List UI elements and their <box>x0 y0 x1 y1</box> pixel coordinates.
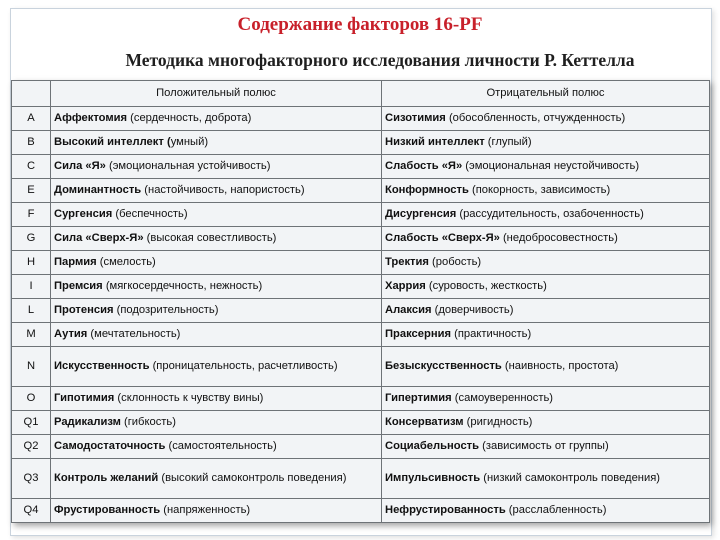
positive-pole-description: (смелость) <box>96 256 156 268</box>
factor-code-text: A <box>27 112 35 124</box>
negative-pole-cell <box>382 131 710 155</box>
positive-pole-description: (проницательность, расчетливость) <box>149 360 338 372</box>
negative-pole-cell <box>382 435 710 459</box>
factors-table <box>11 80 710 523</box>
positive-pole-name: Радикализм <box>54 416 121 428</box>
negative-pole-description: (суровость, жесткость) <box>425 280 547 292</box>
negative-pole-name: Дисургенсия <box>385 208 457 220</box>
negative-pole-cell <box>382 251 710 275</box>
positive-pole-name: Сургенсия <box>54 208 113 220</box>
negative-pole-name: Праксерния <box>385 328 451 340</box>
negative-pole-name: Импульсивность <box>385 472 481 484</box>
factor-code-text: C <box>26 160 36 172</box>
positive-pole-cell <box>51 347 382 387</box>
factor-code-text: Q1 <box>23 416 39 428</box>
factors-table-container <box>11 80 709 523</box>
positive-pole-cell <box>51 251 382 275</box>
factor-code-text: G <box>26 232 36 244</box>
positive-pole-name: Аффектомия <box>54 112 128 124</box>
factor-code <box>12 131 51 155</box>
positive-pole-name: Пармия <box>54 256 97 268</box>
positive-pole-name: Гипотимия <box>54 392 115 404</box>
table-row <box>12 107 710 131</box>
negative-pole-cell <box>382 347 710 387</box>
table-row <box>12 275 710 299</box>
factor-code <box>12 179 51 203</box>
factor-code <box>12 203 51 227</box>
positive-pole-cell <box>51 275 382 299</box>
table-row <box>12 227 710 251</box>
positive-pole-description: (беспечность) <box>112 208 188 220</box>
positive-pole-name: Премсия <box>54 280 103 292</box>
negative-pole-cell <box>382 299 710 323</box>
negative-pole-name: Конформность <box>385 184 469 196</box>
header-negative-pole: Отрицательный полюс <box>382 81 710 107</box>
negative-pole-name: Сизотимия <box>385 112 446 124</box>
positive-pole-name: Высокий интеллект ( <box>54 136 171 148</box>
positive-pole-cell <box>51 155 382 179</box>
factor-code-text: I <box>29 280 33 292</box>
positive-pole-cell <box>51 387 382 411</box>
positive-pole-name: Аутия <box>54 328 88 340</box>
negative-pole-description: (обособленность, отчужденность) <box>445 112 626 124</box>
factor-code-text: E <box>27 184 35 196</box>
factor-code-text: M <box>26 328 36 340</box>
negative-pole-description: (рассудительность, озабоченность) <box>456 208 644 220</box>
negative-pole-name: Социабельность <box>385 440 480 452</box>
negative-pole-description: (покорность, зависимость) <box>468 184 611 196</box>
negative-pole-cell <box>382 227 710 251</box>
positive-pole-cell <box>51 323 382 347</box>
table-row <box>12 155 710 179</box>
negative-pole-description: (ригидность) <box>463 416 533 428</box>
negative-pole-description: (расслабленность) <box>505 504 607 516</box>
negative-pole-cell <box>382 411 710 435</box>
negative-pole-cell <box>382 203 710 227</box>
positive-pole-cell <box>51 179 382 203</box>
factor-code <box>12 155 51 179</box>
table-row <box>12 251 710 275</box>
table-header-row <box>12 81 710 107</box>
positive-pole-description: (мечтательность) <box>87 328 181 340</box>
positive-pole-name: Контроль желаний <box>54 472 159 484</box>
factor-code <box>12 499 51 523</box>
positive-pole-description: (самостоятельность) <box>165 440 277 452</box>
factor-code-text: B <box>27 136 35 148</box>
table-row <box>12 347 710 387</box>
table-row <box>12 203 710 227</box>
positive-pole-description: (сердечность, доброта) <box>127 112 252 124</box>
negative-pole-name: Консерватизм <box>385 416 464 428</box>
table-row <box>12 179 710 203</box>
positive-pole-name: Сила «Сверх-Я» <box>54 232 144 244</box>
positive-pole-description: умный) <box>170 136 209 148</box>
negative-pole-description: (доверчивость) <box>431 304 514 316</box>
positive-pole-cell <box>51 227 382 251</box>
factor-code <box>12 435 51 459</box>
negative-pole-name: Нефрустированность <box>385 504 506 516</box>
negative-pole-cell <box>382 387 710 411</box>
positive-pole-description: (подозрительность) <box>113 304 219 316</box>
negative-pole-description: (недобросовестность) <box>499 232 618 244</box>
positive-pole-cell <box>51 299 382 323</box>
positive-pole-description: (высокий самоконтроль поведения) <box>158 472 347 484</box>
factor-code-text: Q4 <box>23 504 39 516</box>
factor-code-text: L <box>27 304 35 316</box>
negative-pole-name: Слабость «Сверх-Я» <box>385 232 500 244</box>
table-row <box>12 411 710 435</box>
factor-code <box>12 459 51 499</box>
positive-pole-cell <box>51 459 382 499</box>
slide-subtitle: Методика многофакторного исследования личности Р. Кеттелла <box>125 50 635 70</box>
negative-pole-description: (низкий самоконтроль поведения) <box>480 472 661 484</box>
table-row <box>12 387 710 411</box>
negative-pole-name: Тректия <box>385 256 429 268</box>
factor-code <box>12 299 51 323</box>
positive-pole-name: Самодостаточность <box>54 440 166 452</box>
factor-code-text: H <box>26 256 36 268</box>
negative-pole-cell <box>382 323 710 347</box>
positive-pole-cell <box>51 203 382 227</box>
factor-code-text: O <box>26 392 36 404</box>
factor-code <box>12 251 51 275</box>
negative-pole-name: Безыскусственность <box>385 360 502 372</box>
positive-pole-cell <box>51 435 382 459</box>
factor-code <box>12 347 51 387</box>
negative-pole-description: (наивность, простота) <box>501 360 619 372</box>
negative-pole-cell <box>382 275 710 299</box>
negative-pole-description: (глупый) <box>484 136 532 148</box>
negative-pole-name: Слабость «Я» <box>385 160 463 172</box>
negative-pole-name: Харрия <box>385 280 426 292</box>
factor-code <box>12 107 51 131</box>
positive-pole-cell <box>51 499 382 523</box>
header-code <box>12 81 51 107</box>
positive-pole-description: (напряженность) <box>160 504 251 516</box>
positive-pole-description: (склонность к чувству вины) <box>114 392 264 404</box>
table-row <box>12 299 710 323</box>
factor-code-text: F <box>27 208 35 220</box>
positive-pole-description: (настойчивость, напористость) <box>141 184 305 196</box>
factor-code-text: N <box>26 360 36 372</box>
positive-pole-cell <box>51 411 382 435</box>
factor-code <box>12 387 51 411</box>
table-row <box>12 499 710 523</box>
negative-pole-description: (эмоциональная неустойчивость) <box>462 160 640 172</box>
negative-pole-cell <box>382 155 710 179</box>
negative-pole-name: Гипертимия <box>385 392 452 404</box>
positive-pole-name: Доминантность <box>54 184 142 196</box>
table-row <box>12 323 710 347</box>
positive-pole-cell <box>51 107 382 131</box>
positive-pole-description: (гибкость) <box>120 416 176 428</box>
positive-pole-name: Искусственность <box>54 360 150 372</box>
positive-pole-name: Фрустированность <box>54 504 161 516</box>
negative-pole-description: (зависимость от группы) <box>479 440 609 452</box>
negative-pole-description: (практичность) <box>451 328 532 340</box>
table-row <box>12 435 710 459</box>
factor-code <box>12 323 51 347</box>
negative-pole-cell <box>382 107 710 131</box>
negative-pole-name: Низкий интеллект <box>385 136 485 148</box>
table-row <box>12 131 710 155</box>
factor-code <box>12 275 51 299</box>
table-row <box>12 459 710 499</box>
positive-pole-cell <box>51 131 382 155</box>
positive-pole-description: (мягкосердечность, нежность) <box>102 280 263 292</box>
slide-title: Содержание факторов 16-PF <box>237 14 483 35</box>
positive-pole-description: (высокая совестливость) <box>143 232 277 244</box>
negative-pole-cell <box>382 179 710 203</box>
negative-pole-description: (робость) <box>428 256 482 268</box>
factor-code-text: Q2 <box>23 440 39 452</box>
factor-code-text: Q3 <box>23 472 39 484</box>
negative-pole-description: (самоуверенность) <box>451 392 554 404</box>
header-positive-pole: Положительный полюс <box>51 81 382 107</box>
negative-pole-cell <box>382 499 710 523</box>
negative-pole-cell <box>382 459 710 499</box>
negative-pole-name: Алаксия <box>385 304 432 316</box>
factor-code <box>12 227 51 251</box>
positive-pole-name: Сила «Я» <box>54 160 106 172</box>
positive-pole-description: (эмоциональная устойчивость) <box>105 160 271 172</box>
factor-code <box>12 411 51 435</box>
positive-pole-name: Протенсия <box>54 304 114 316</box>
